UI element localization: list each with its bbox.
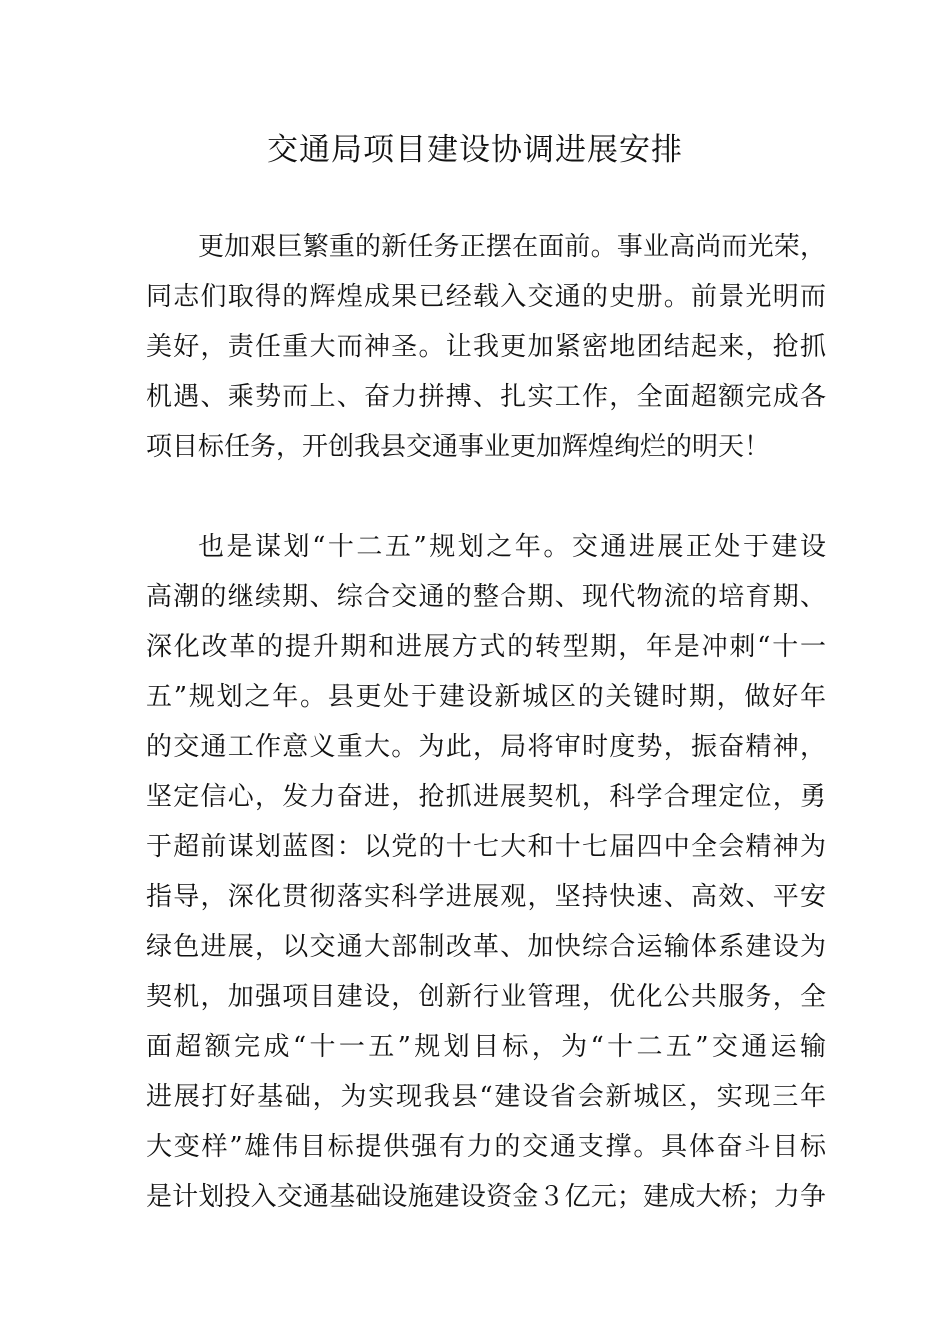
- paragraph-2-line-14: 是计划投入交通基础设施建设资金３亿元；建成大桥；力争: [146, 1182, 826, 1212]
- paragraph-1-line-3: 美好，责任重大而神圣。让我更加紧密地团结起来，抢抓: [146, 332, 826, 362]
- paragraph-2-line-3: 深化改革的提升期和进展方式的转型期，年是冲刺“十一: [146, 632, 826, 662]
- paragraph-1-line-4: 机遇、乘势而上、奋力拼搏、扎实工作，全面超额完成各: [146, 382, 826, 412]
- paragraph-2-line-10: 契机，加强项目建设，创新行业管理，优化公共服务，全: [146, 982, 826, 1012]
- paragraph-2-line-9: 绿色进展，以交通大部制改革、加快综合运输体系建设为: [146, 932, 826, 962]
- paragraph-2-line-4: 五”规划之年。县更处于建设新城区的关键时期，做好年: [146, 682, 826, 712]
- paragraph-2-line-13: 大变样”雄伟目标提供强有力的交通支撑。具体奋斗目标: [146, 1132, 826, 1162]
- document-title: 交通局项目建设协调进展安排: [267, 132, 683, 168]
- paragraph-2-line-1: 也是谋划“十二五”规划之年。交通进展正处于建设: [198, 532, 826, 562]
- paragraph-2-line-7: 于超前谋划蓝图：以党的十七大和十七届四中全会精神为: [146, 832, 826, 862]
- paragraph-2-line-6: 坚定信心，发力奋进，抢抓进展契机，科学合理定位，勇: [146, 782, 826, 812]
- paragraph-1-line-5: 项目标任务，开创我县交通事业更加辉煌绚烂的明天！: [146, 432, 771, 462]
- paragraph-2-line-8: 指导，深化贯彻落实科学进展观，坚持快速、高效、平安: [146, 882, 826, 912]
- paragraph-1-line-2: 同志们取得的辉煌成果已经载入交通的史册。前景光明而: [146, 282, 826, 312]
- paragraph-2-line-11: 面超额完成“十一五”规划目标，为“十二五”交通运输: [146, 1032, 826, 1062]
- paragraph-1-line-1: 更加艰巨繁重的新任务正摆在面前。事业高尚而光荣，: [198, 232, 826, 262]
- paragraph-2-line-5: 的交通工作意义重大。为此，局将审时度势，振奋精神，: [146, 732, 826, 762]
- paragraph-2-line-2: 高潮的继续期、综合交通的整合期、现代物流的培育期、: [146, 582, 826, 612]
- paragraph-2-line-12: 进展打好基础，为实现我县“建设省会新城区，实现三年: [146, 1082, 826, 1112]
